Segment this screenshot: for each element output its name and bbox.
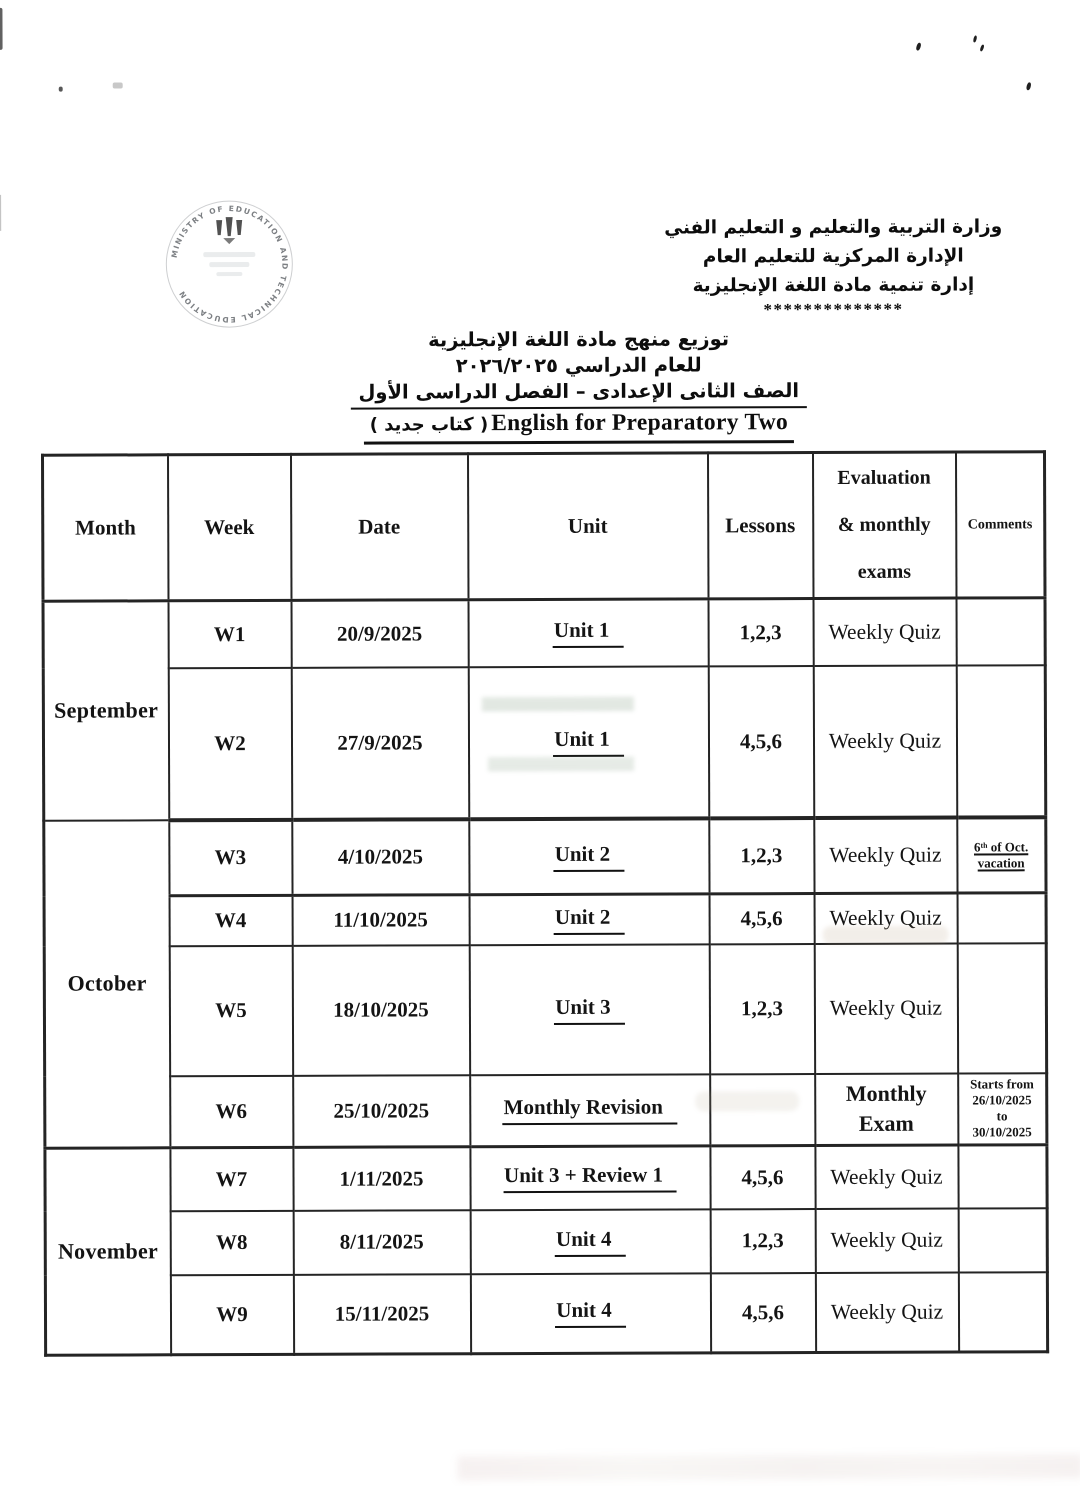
table-row: [45, 1208, 1047, 1275]
evaluation-cell: Weekly Quiz: [815, 1145, 958, 1208]
unit-cell: Monthly Revision: [470, 1074, 710, 1147]
title-line-4: [299, 409, 859, 445]
scan-bleed-artifact: [457, 1454, 1080, 1480]
month-cell: November: [45, 1148, 171, 1355]
scan-speck: [979, 44, 984, 52]
evaluation-cell: Weekly Quiz: [814, 943, 957, 1073]
unit-cell: Unit 4: [470, 1273, 710, 1354]
unit-cell: Unit 3: [469, 944, 709, 1075]
table-row: [45, 1272, 1047, 1355]
evaluation-cell: Weekly Quiz: [814, 817, 957, 893]
title-line-2: للعام الدراسي ٢٠٢٦/٢٠٢٥: [455, 353, 702, 378]
lessons-cell: 4,5,6: [710, 1273, 815, 1353]
table-row: [45, 1073, 1047, 1148]
schedule-table-wrap: [41, 450, 1049, 1357]
comment-cell: [956, 598, 1045, 665]
comment-cell: [956, 665, 1046, 817]
table-row: [43, 598, 1045, 668]
evaluation-cell: Monthly Exam: [815, 1073, 958, 1145]
page-edge-artifact: [0, 195, 1, 231]
seal-ring-text: MINISTRY OF EDUCATION AND TECHNICAL EDUCATION: [169, 203, 290, 325]
week-cell: W1: [168, 600, 291, 667]
evaluation-cell: Weekly Quiz: [815, 1208, 958, 1272]
lessons-cell: 4,5,6: [709, 894, 814, 944]
month-cell: September: [43, 601, 169, 820]
scan-speck: [915, 42, 921, 51]
week-cell: W3: [169, 819, 292, 895]
month-cell: October: [44, 820, 170, 1148]
evaluation-cell: Weekly Quiz: [813, 598, 956, 665]
header-lessons: Lessons: [707, 453, 813, 599]
new-book-note: ( كتاب جديد ): [369, 414, 489, 436]
unit-cell: Unit 1: [468, 666, 709, 819]
scan-speck: [59, 87, 63, 92]
unit-cell: Unit 2: [469, 894, 709, 945]
unit-cell: Unit 3 + Review 1: [470, 1146, 710, 1210]
english-title-underline: [364, 409, 794, 445]
date-cell: 20/9/2025: [291, 600, 468, 668]
scan-speck: [113, 82, 123, 88]
date-cell: 1/11/2025: [293, 1147, 470, 1211]
page-title: English for Preparatory Two: [491, 409, 789, 437]
unit-cell: Unit 1: [468, 599, 708, 667]
header-week: Week: [167, 454, 291, 600]
comment-cell: [958, 1145, 1047, 1208]
ministry-line-3: إدارة تنمية مادة اللغة الإنجليزية: [692, 274, 975, 297]
comment-cell: Starts from 26/10/2025 to 30/10/2025: [958, 1073, 1047, 1145]
date-cell: 25/10/2025: [293, 1075, 470, 1148]
header-evaluation: Evaluation & monthly exams: [812, 452, 956, 598]
lessons-cell: 1,2,3: [708, 599, 813, 666]
stars-separator: **************: [763, 299, 904, 320]
date-cell: 11/10/2025: [292, 895, 469, 946]
ministry-header-block: [653, 212, 1013, 320]
table-row: [45, 1145, 1047, 1211]
table-header-row: [42, 452, 1045, 601]
scan-speck: [1026, 82, 1032, 91]
comment-cell: [957, 943, 1046, 1073]
scan-bleed-artifact: [488, 757, 634, 772]
date-cell: 15/11/2025: [293, 1274, 470, 1355]
scan-bleed-artifact: [823, 926, 949, 944]
document-title-block: [299, 326, 859, 445]
title-line-1: توزيع منهج مادة اللغة الإنجليزية: [428, 327, 730, 352]
evaluation-cell: Weekly Quiz: [815, 1272, 958, 1352]
week-cell: W4: [169, 895, 292, 945]
comment-cell: [958, 1208, 1047, 1272]
comment-cell: 6ᵗʰ of Oct. vacation: [957, 817, 1046, 893]
page-edge-artifact: [0, 8, 3, 50]
header-unit: Unit: [467, 453, 708, 600]
evaluation-cell: Weekly Quiz: [814, 893, 957, 943]
seal-center-marks: [203, 252, 255, 276]
curriculum-schedule-table: [41, 450, 1049, 1357]
table-row: [44, 943, 1046, 1076]
comment-cell: [957, 893, 1046, 943]
ministry-seal: [158, 193, 300, 335]
lessons-cell: 1,2,3: [709, 818, 814, 894]
lessons-cell: 1,2,3: [710, 1209, 815, 1273]
header-date: Date: [290, 454, 468, 601]
comment-cell: [958, 1272, 1047, 1352]
date-cell: 4/10/2025: [292, 819, 469, 896]
date-cell: 27/9/2025: [291, 667, 469, 820]
week-cell: W6: [170, 1075, 293, 1147]
week-cell: W5: [169, 945, 292, 1075]
ministry-line-1: وزارة التربية والتعليم و التعليم الفني: [664, 216, 1003, 239]
eagle-icon: [216, 217, 242, 244]
unit-cell: Unit 2: [469, 818, 709, 895]
ministry-line-2: الإدارة المركزية للتعليم العام: [702, 245, 964, 268]
scan-bleed-artifact: [695, 1091, 799, 1111]
evaluation-cell: Weekly Quiz: [813, 665, 957, 817]
date-cell: 18/10/2025: [292, 945, 469, 1076]
week-cell: W2: [168, 667, 292, 819]
week-cell: W8: [170, 1210, 293, 1274]
grade-term-label: الصف الثانى الإعدادى – الفصل الدراسى الأول: [350, 378, 807, 410]
week-cell: W9: [170, 1274, 293, 1354]
header-month: Month: [42, 455, 168, 601]
table-row: [44, 817, 1046, 896]
lessons-cell: 4,5,6: [708, 666, 814, 818]
lessons-cell: 4,5,6: [710, 1146, 815, 1209]
title-line-3: [299, 378, 859, 410]
scan-speck: [973, 35, 978, 43]
unit-cell: Unit 4: [470, 1209, 710, 1274]
week-cell: W7: [170, 1147, 293, 1210]
date-cell: 8/11/2025: [293, 1210, 470, 1275]
header-comments: Comments: [955, 452, 1045, 598]
scan-bleed-artifact: [482, 697, 634, 712]
table-row: [43, 665, 1046, 820]
lessons-cell: 1,2,3: [709, 944, 814, 1074]
